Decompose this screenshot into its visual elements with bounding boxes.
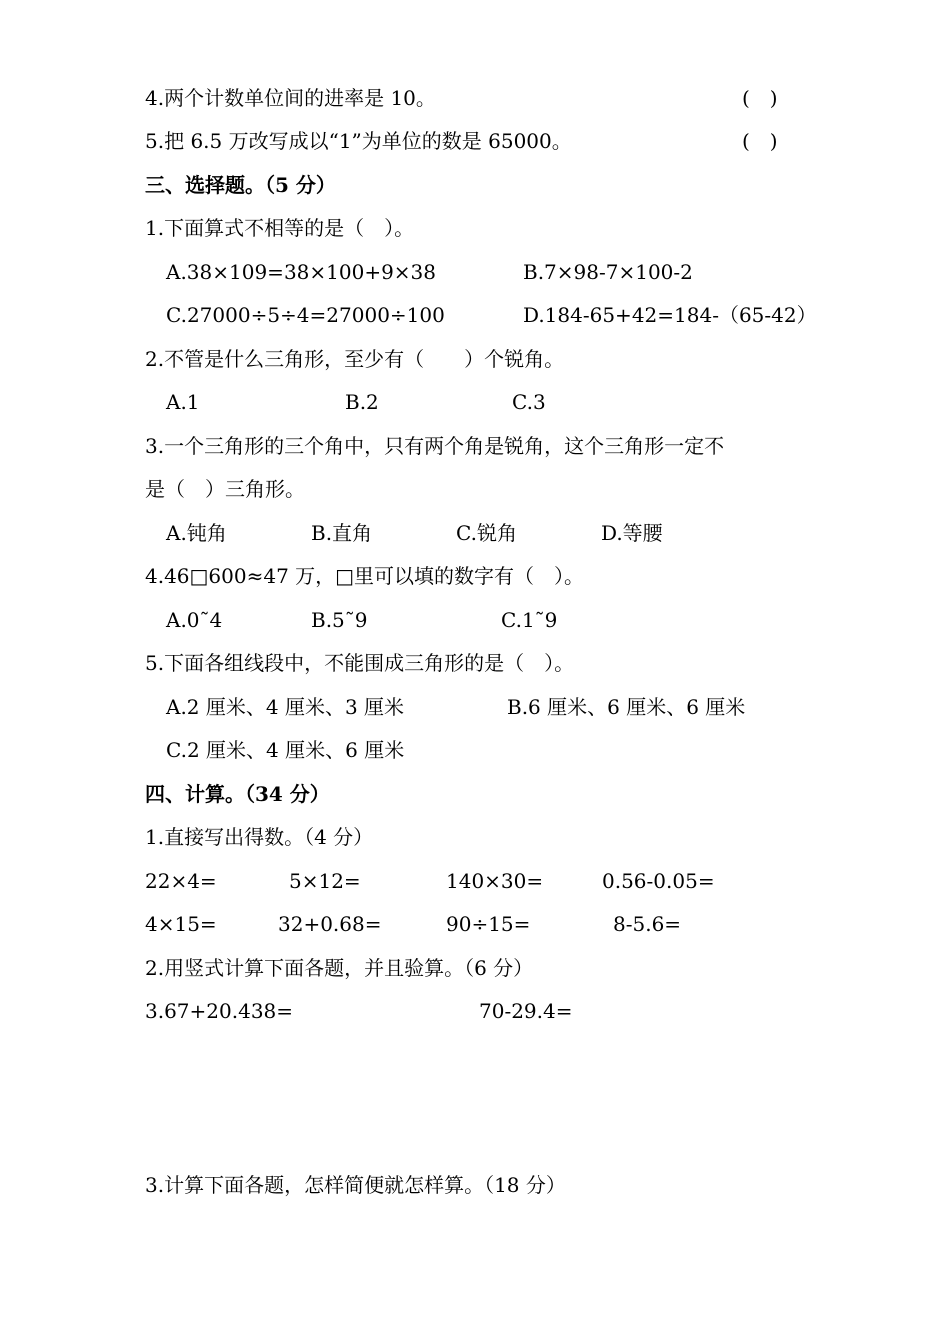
calc-item: 0.56-0.05= xyxy=(602,869,715,893)
option-b: B.2 xyxy=(345,390,379,414)
calc-part-2-title: 2.用竖式计算下面各题，并且验算。（6 分） xyxy=(145,956,534,980)
section-heading-choice: 三、选择题。（5 分） xyxy=(145,173,336,197)
calc-item: 90÷15= xyxy=(446,912,531,936)
option-d: D.184-65+42=184-（65-42） xyxy=(523,303,817,327)
calc-item: 22×4= xyxy=(145,869,217,893)
calc-part-1-title: 1.直接写出得数。（4 分） xyxy=(145,825,374,849)
calc-item: 4×15= xyxy=(145,912,217,936)
option-b: B.7×98-7×100-2 xyxy=(523,260,693,284)
choice-question-1: 1.下面算式不相等的是（ ）。 xyxy=(145,216,415,240)
choice-question-5: 5.下面各组线段中，不能围成三角形的是（ ）。 xyxy=(145,651,575,675)
option-b: B.5˜9 xyxy=(311,608,368,632)
calc-item: 32+0.68= xyxy=(278,912,382,936)
calc-item: 3.67+20.438= xyxy=(145,999,294,1023)
choice-question-3: 3.一个三角形的三个角中，只有两个角是锐角，这个三角形一定不 xyxy=(145,434,725,458)
calc-item: 8-5.6= xyxy=(613,912,682,936)
choice-question-2: 2.不管是什么三角形，至少有（ ）个锐角。 xyxy=(145,347,565,371)
answer-parentheses: ( ) xyxy=(742,129,778,153)
option-b: B.6 厘米、6 厘米、6 厘米 xyxy=(507,695,746,719)
option-c: C.3 xyxy=(512,390,546,414)
option-a: A.38×109=38×100+9×38 xyxy=(166,260,437,284)
calc-item: 140×30= xyxy=(446,869,544,893)
judge-question-5: 5.把 6.5 万改写成以“1”为单位的数是 65000。 xyxy=(145,129,572,153)
option-a: A.2 厘米、4 厘米、3 厘米 xyxy=(166,695,405,719)
option-b: B.直角 xyxy=(311,521,373,545)
judge-question-4: 4.两个计数单位间的进率是 10。 xyxy=(145,86,436,110)
option-a: A.钝角 xyxy=(166,521,227,545)
option-c: C.锐角 xyxy=(456,521,517,545)
calc-part-3-title: 3.计算下面各题，怎样简便就怎样算。（18 分） xyxy=(145,1173,566,1197)
option-d: D.等腰 xyxy=(601,521,663,545)
option-c: C.1˜9 xyxy=(501,608,558,632)
calc-item: 5×12= xyxy=(289,869,361,893)
option-a: A.1 xyxy=(166,390,200,414)
answer-parentheses: ( ) xyxy=(742,86,778,110)
section-heading-calc: 四、计算。（34 分） xyxy=(145,782,330,806)
calc-item: 70-29.4= xyxy=(479,999,573,1023)
choice-question-3-cont: 是（ ）三角形。 xyxy=(145,477,305,501)
choice-question-4: 4.46□600≈47 万，□里可以填的数字有（ ）。 xyxy=(145,564,585,588)
option-a: A.0˜4 xyxy=(166,608,223,632)
option-c: C.27000÷5÷4=27000÷100 xyxy=(166,303,445,327)
option-c: C.2 厘米、4 厘米、6 厘米 xyxy=(166,738,405,762)
